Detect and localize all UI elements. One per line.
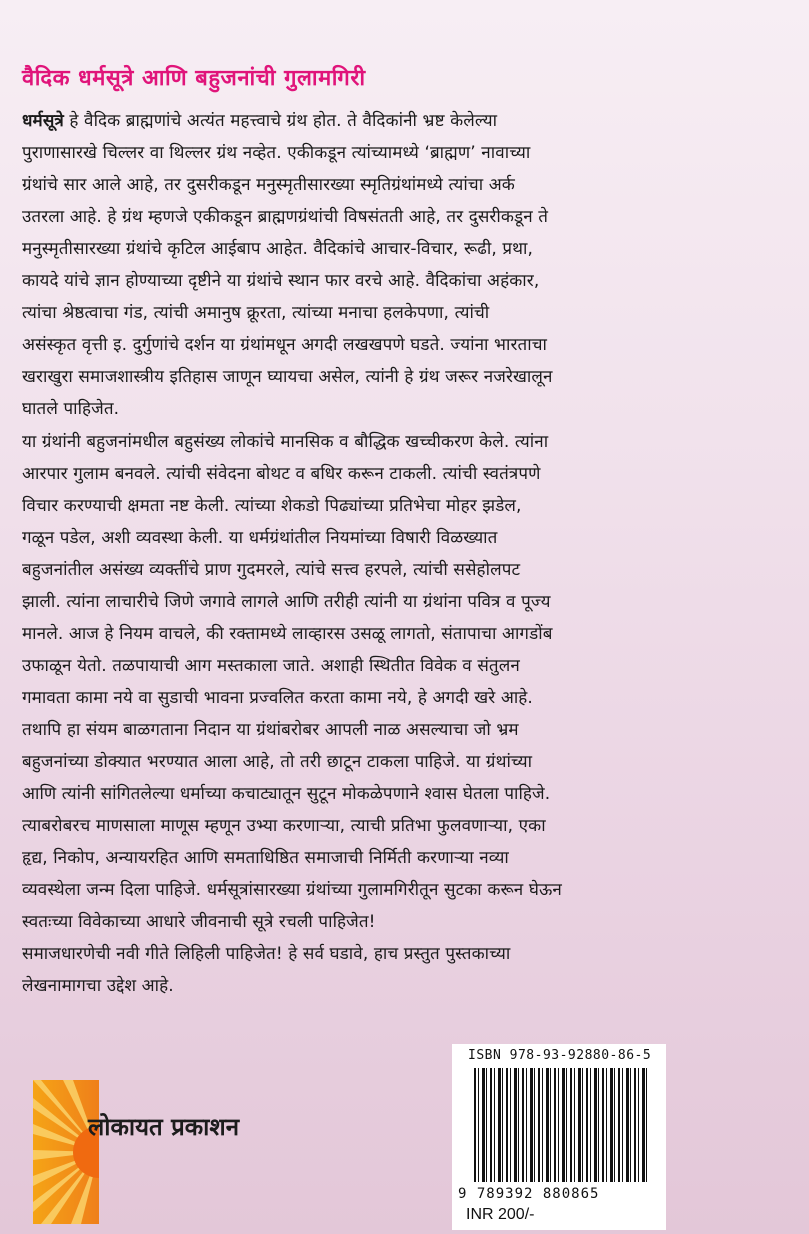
paragraph-line: झाली. त्यांना लाचारीचे जिणे जगावे लागले आणि तरीही त्यांनी या ग्रंथांना पवित्र व पूज्य <box>22 592 551 612</box>
paragraph-line: गळून पडेल, अशी व्यवस्था केली. या धर्मग्रंथांतील नियमांच्या विषारी विळख्यात <box>22 528 498 548</box>
paragraph-line: खराखुरा समाजशास्त्रीय इतिहास जाणून घ्यायचा असेल, त्यांनी हे ग्रंथ जरूर नजरेखालून <box>22 367 553 387</box>
paragraph-line: बहुजनांच्या डोक्यात भरण्यात आला आहे, तो तरी छाटून टाकला पाहिजे. या ग्रंथांच्या <box>22 752 533 772</box>
paragraph-line: तथापि हा संयम बाळगताना निदान या ग्रंथांबरोबर आपली नाळ असल्याचा जो भ्रम <box>22 720 519 740</box>
sunburst-logo-icon <box>33 1080 99 1224</box>
paragraph-line: उतरला आहे. हे ग्रंथ म्हणजे एकीकडून ब्राह्मणग्रंथांची विषसंतती आहे, तर दुसरीकडून ते <box>22 207 549 227</box>
paragraph-line: मानले. आज हे नियम वाचले, की रक्तामध्ये लाव्हारस उसळू लागतो, संतापाचा आगडोंब <box>22 624 553 644</box>
paragraph-line: पुराणासारखे चिल्लर वा थिल्लर ग्रंथ नव्हेत. एकीकडून त्यांच्यामध्ये ‘ब्राह्मण’ नावाच्या <box>22 143 531 163</box>
paragraph-line: आणि त्यांनी सांगितलेल्या धर्माच्या कचाट्यातून सुटून मोकळेपणाने श्वास घेतला पाहिजे. <box>22 784 551 804</box>
publisher-name: लोकायत प्रकाशन <box>88 1113 240 1141</box>
price-label: INR 200/- <box>466 1206 535 1223</box>
paragraph-line: उफाळून येतो. तळपायाची आग मस्तकाला जाते. अशाही स्थितीत विवेक व संतुलन <box>22 656 520 676</box>
paragraph-line: या ग्रंथांनी बहुजनांमधील बहुसंख्य लोकांचे मानसिक व बौद्धिक खच्चीकरण केले. त्यांना <box>22 432 549 452</box>
paragraph-line: त्याबरोबरच माणसाला माणूस म्हणून उभ्या करणाऱ्या, त्याची प्रतिभा फुलवणाऱ्या, एका <box>22 816 546 836</box>
isbn-barcode-block <box>452 1044 666 1230</box>
paragraph-line: त्यांचा श्रेष्ठत्वाचा गंड, त्यांची अमानुष क्रूरता, त्यांच्या मनाचा हलकेपणा, त्यांची <box>22 303 490 323</box>
paragraph-line: असंस्कृत वृत्ती इ. दुर्गुणांचे दर्शन या ग्रंथांमधून अगदी लखखपणे घडते. ज्यांना भारताचा <box>22 335 548 355</box>
barcode-digits: 9 789392 880865 <box>458 1186 600 1202</box>
line-text: हे वैदिक ब्राह्मणांचे अत्यंत महत्त्वाचे ग्रंथ होत. ते वैदिकांनी भ्रष्ट केलेल्या <box>63 111 498 131</box>
book-section-title: वैदिक धर्मसूत्रे आणि बहुजनांची गुलामगिरी <box>22 66 366 91</box>
paragraph-line: मनुस्मृतीसारख्या ग्रंथांचे कृटिल आईबाप आहेत. वैदिकांचे आचार-विचार, रूढी, प्रथा, <box>22 239 533 259</box>
paragraph-line: व्यवस्थेला जन्म दिला पाहिजे. धर्मसूत्रांसारख्या ग्रंथांच्या गुलामगिरीतून सुटका करून घेऊन <box>22 880 562 900</box>
paragraph-line: लेखनामागचा उद्देश आहे. <box>22 976 174 996</box>
isbn-label: ISBN 978-93-92880-86-5 <box>468 1048 652 1063</box>
paragraph-1 <box>22 105 802 425</box>
paragraph-line: गमावता कामा नये वा सुडाची भावना प्रज्वलित करता कामा नये, हे अगदी खरे आहे. <box>22 688 533 708</box>
paragraph-2 <box>22 426 802 1002</box>
paragraph-line: हृद्य, निकोप, अन्यायरहित आणि समताधिष्ठित समाजाची निर्मिती करणाऱ्या नव्या <box>22 848 509 868</box>
sunburst-rays <box>33 1080 99 1224</box>
paragraph-line: कायदे यांचे ज्ञान होण्याच्या दृष्टीने या ग्रंथांचे स्थान फार वरचे आहे. वैदिकांचा अहंकार, <box>22 271 540 291</box>
lead-word: धर्मसूत्रे <box>22 111 64 131</box>
barcode-icon <box>474 1068 650 1182</box>
paragraph-line: समाजधारणेची नवी गीते लिहिली पाहिजेत! हे सर्व घडावे, हाच प्रस्तुत पुस्तकाच्या <box>22 944 511 964</box>
paragraph-line: ग्रंथांचे सार आले आहे, तर दुसरीकडून मनुस्मृतीसारख्या स्मृतिग्रंथांमध्ये त्यांचा अर्क <box>22 175 515 195</box>
paragraph-line: बहुजनांतील असंख्य व्यक्तींचे प्राण गुदमरले, त्यांचे सत्त्व हरपले, त्यांची ससेहोलपट <box>22 560 521 580</box>
paragraph-line: विचार करण्याची क्षमता नष्ट केली. त्यांच्या शेकडो पिढ्यांच्या प्रतिभेचा मोहर झडेल, <box>22 496 522 516</box>
paragraph-line: आरपार गुलाम बनवले. त्यांची संवेदना बोथट व बधिर करून टाकली. त्यांची स्वतंत्रपणे <box>22 464 541 484</box>
paragraph-line: स्वतःच्या विवेकाच्या आधारे जीवनाची सूत्रे रचली पाहिजेत! <box>22 912 376 932</box>
paragraph-line <box>22 105 802 137</box>
paragraph-line: घातले पाहिजेत. <box>22 399 120 419</box>
